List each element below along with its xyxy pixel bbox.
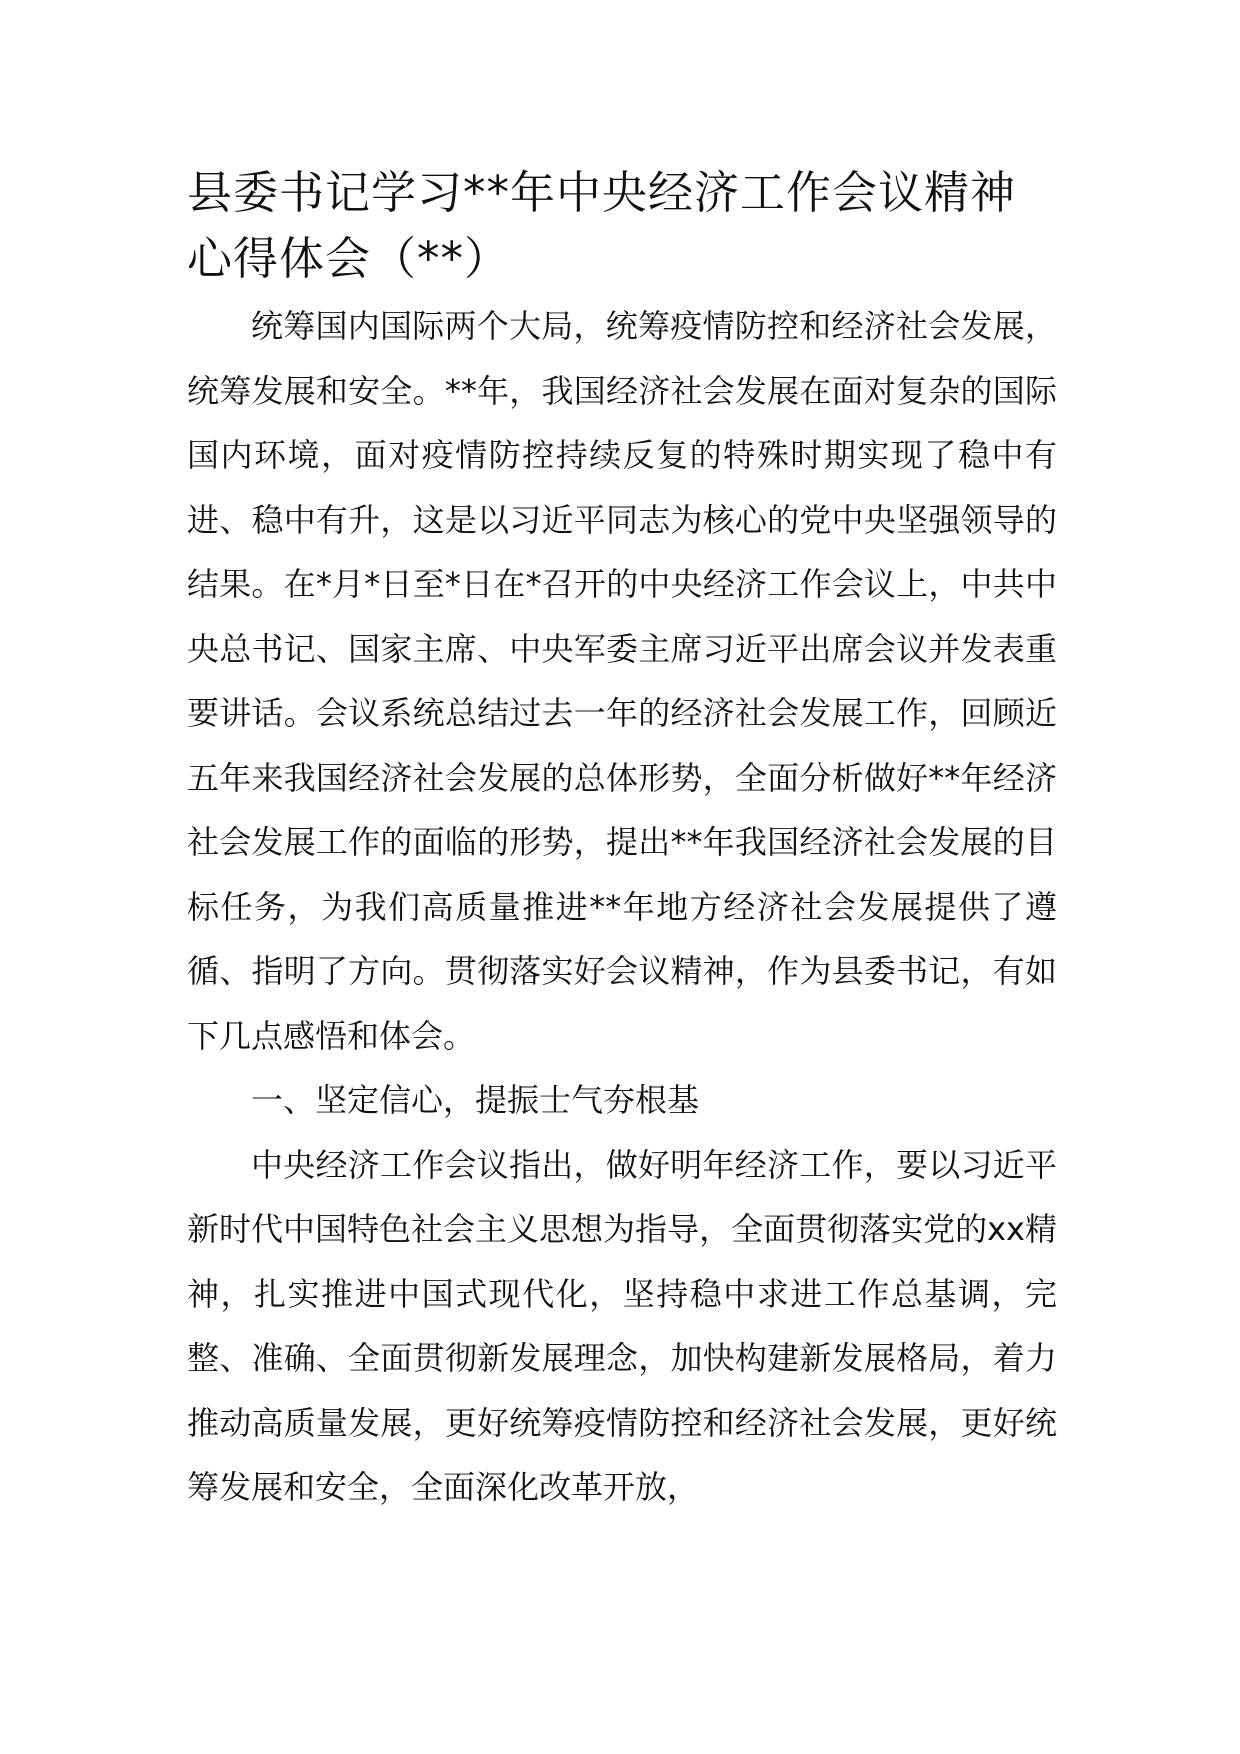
document-body (187, 160, 1057, 1520)
document-title: 县委书记学习**年中央经济工作会议精神心得体会（**） (187, 166, 1017, 285)
intro-paragraph: 统筹国内国际两个大局，统筹疫情防控和经济社会发展，统筹发展和安全。**年，我国经济社会发展在面对复杂的国际国内环境，面对疫情防控持续反复的特殊时期实现了稳中有进、稳中有升，这是以习近平同志为核心的党中央坚强领导的结果。在*月*日至*日在*召开的中央经济工作会议上，中共中央总书记、国家主席、中央军委主席习近平出席会议并发表重要讲话。会议系统总结过去一年的经济社会发展工作，回顾近五年来我国经济社会发展的总体形势，全面分析做好**年经济社会发展工作的面临的形势，提出**年我国经济社会发展的目标任务，为我们高质量推进**年地方经济社会发展提供了遵循、指明了方向。贯彻落实好会议精神，作为县委书记，有如下几点感悟和体会。 (187, 307, 1057, 1055)
section-paragraph: 中央经济工作会议指出，做好明年经济工作，要以习近平新时代中国特色社会主义思想为指导，全面贯彻落实党的xx精神，扎实推进中国式现代化，坚持稳中求进工作总基调，完整、准确、全面贯彻新发展理念，加快构建新发展格局，着力推动高质量发展，更好统筹疫情防控和经济社会发展，更好统筹发展和安全，全面深化改革开放， (187, 1145, 1057, 1506)
section-heading: 一、坚定信心，提振士气夯根基 (251, 1081, 700, 1119)
